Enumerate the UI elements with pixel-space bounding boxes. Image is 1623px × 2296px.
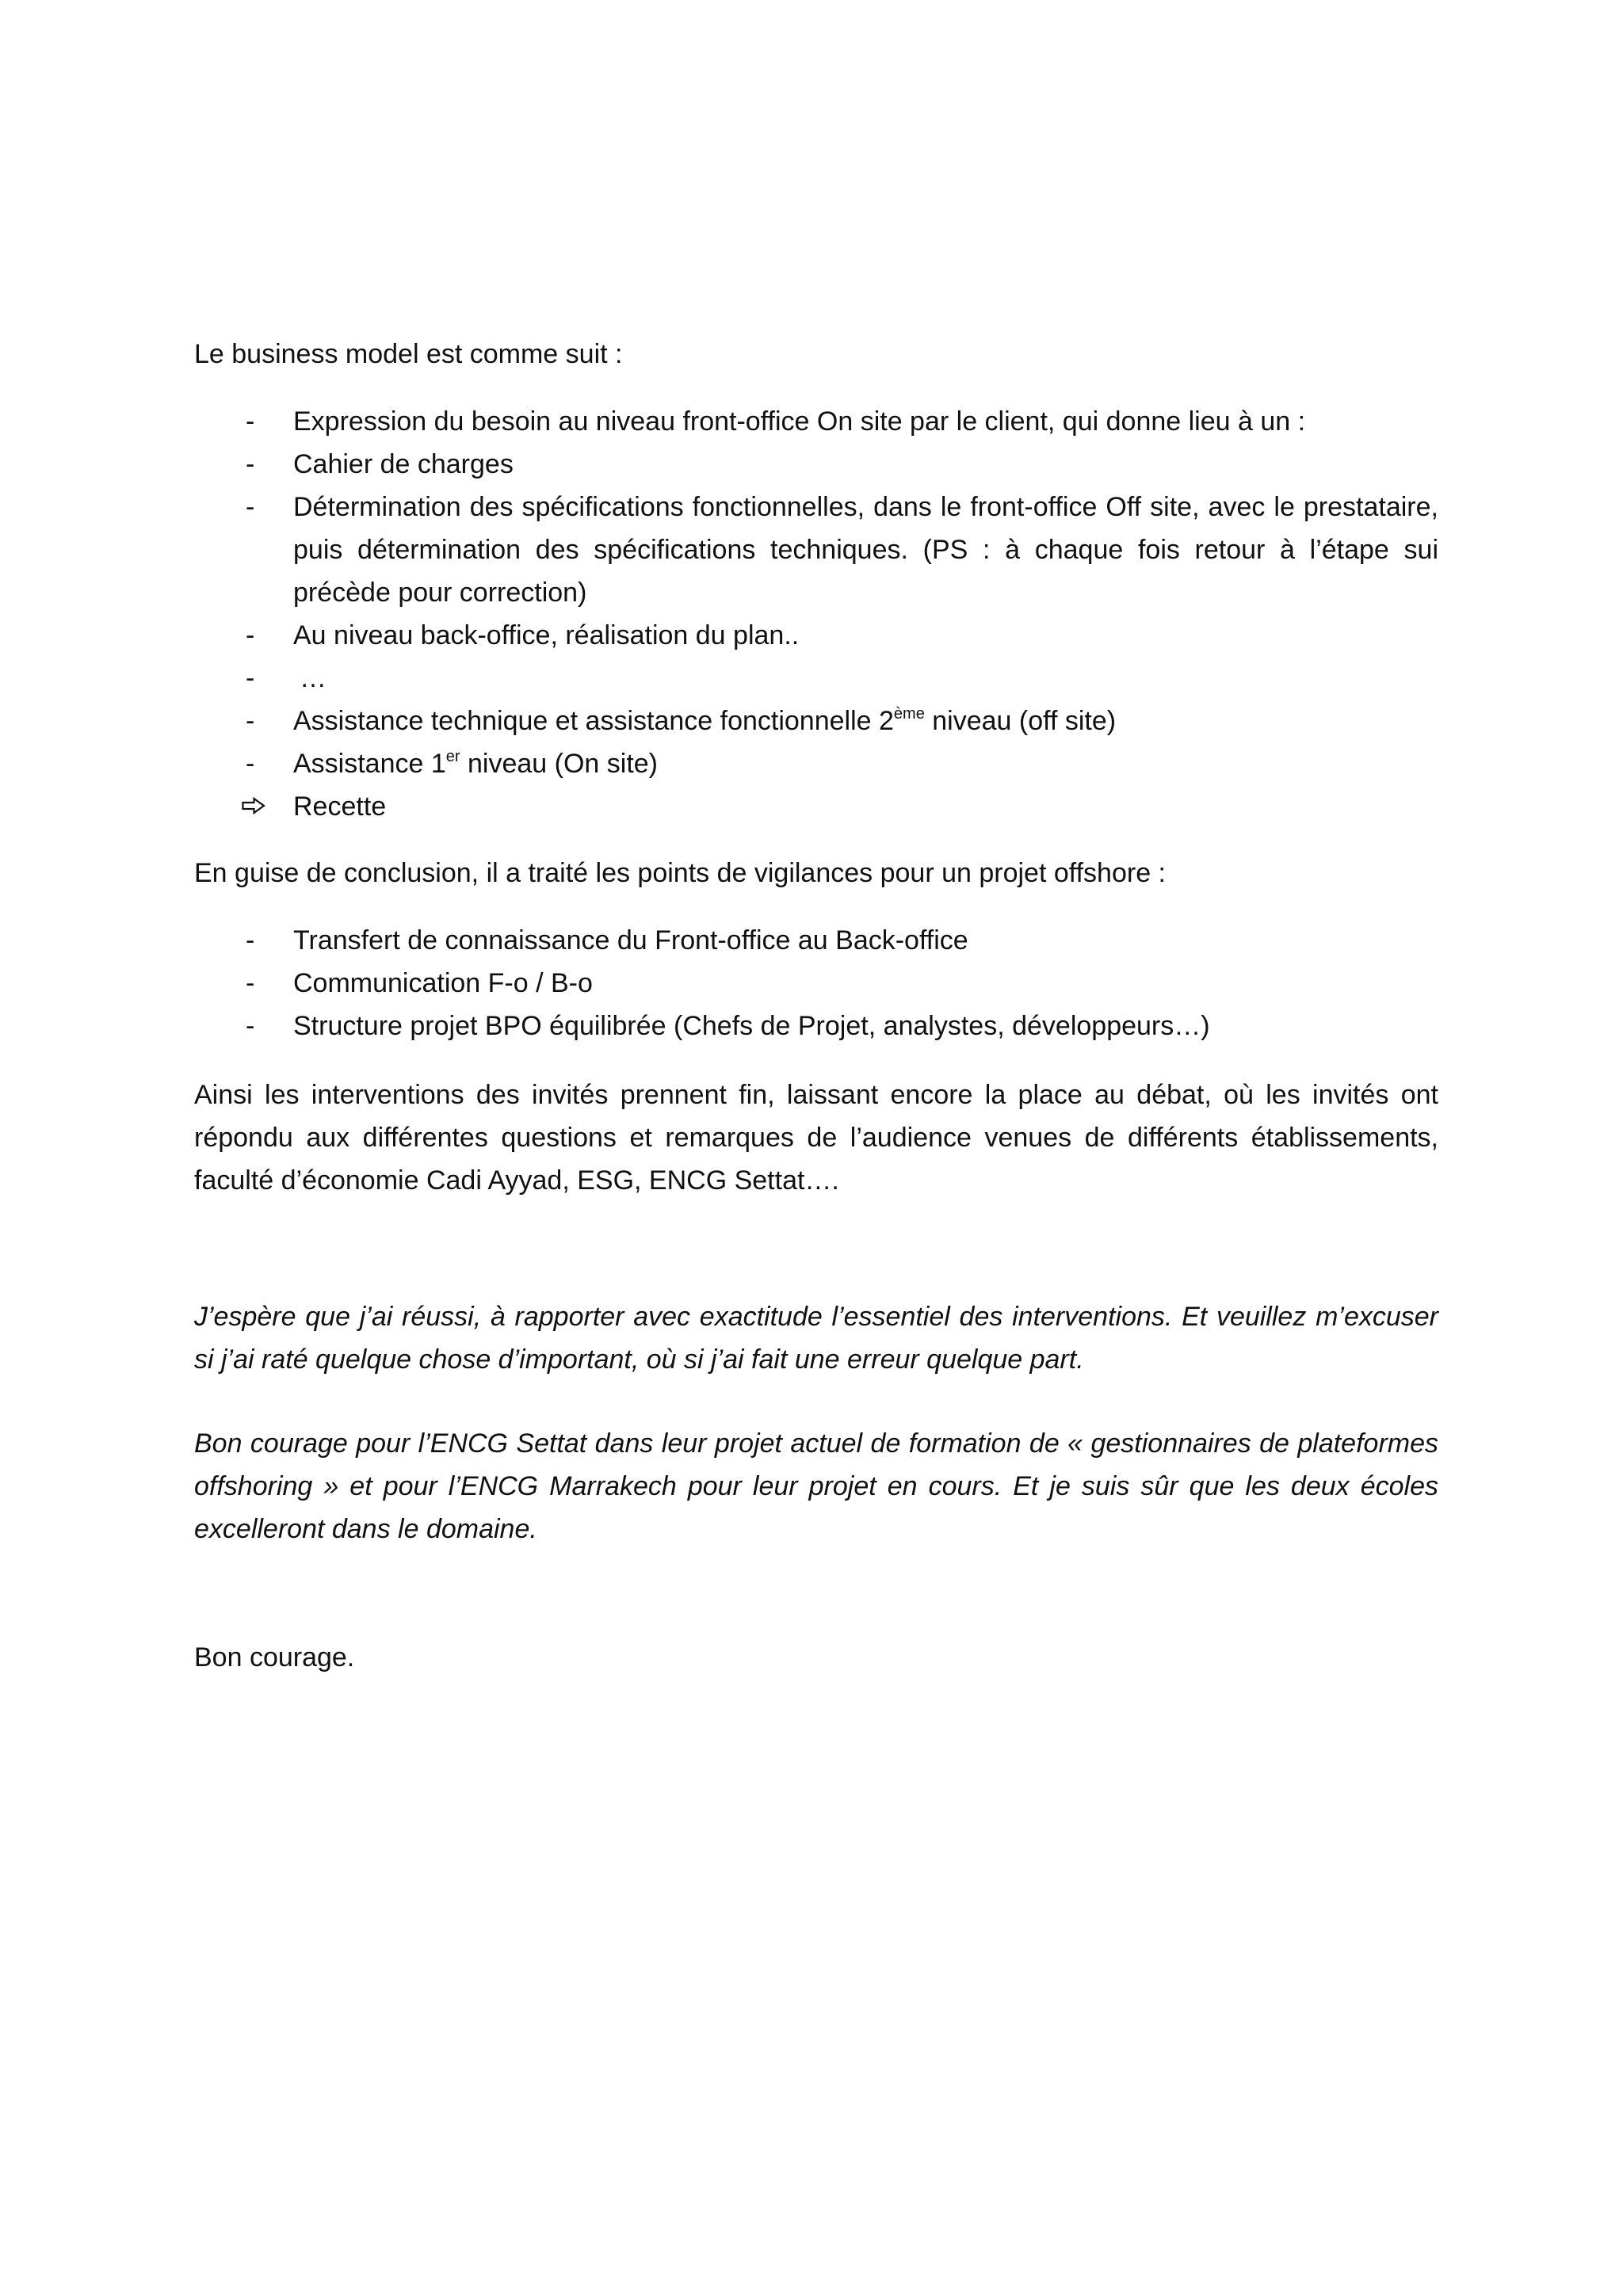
list-item-text: Recette	[293, 791, 387, 822]
dash-bullet: -	[246, 663, 255, 693]
list-item-text: Communication F-o / B-o	[293, 968, 593, 998]
list-item	[194, 400, 1438, 443]
text-before-superscript: Assistance technique et assistance fonctionnelle 2	[293, 706, 894, 736]
business-model-intro: Le business model est comme suit :	[194, 339, 623, 369]
list-item	[194, 443, 1438, 486]
vigilance-points-list	[194, 919, 1438, 1047]
list-item-text: Expression du besoin au niveau front-office On site par le client, qui donne lieu à un :	[293, 406, 1306, 437]
list-item	[194, 919, 1438, 962]
dash-bullet: -	[246, 749, 255, 779]
list-item-text	[293, 749, 658, 779]
closing-paragraph: Ainsi les interventions des invités prennent fin, laissant encore la place au débat, où les invités ont répondu aux différentes questions et remarques de l’audience venues de différents établissements, faculté d’économie Cadi Ayyad, ESG, ENCG Settat….	[194, 1080, 1438, 1196]
list-item-text: Structure projet BPO équilibrée (Chefs de Projet, analystes, développeurs…)	[293, 1011, 1210, 1041]
regards-paragraph: J’espère que j’ai réussi, à rapporter avec exactitude l’essentiel des interventions. Et veuillez m’excuser si j’ai raté quelque chose d’important, où si j’ai fait une erreur quelque part.	[194, 1302, 1438, 1375]
list-item	[194, 486, 1438, 614]
list-item-text: Cahier de charges	[293, 449, 514, 479]
list-item-text: Transfert de connaissance du Front-office au Back-office	[293, 925, 968, 955]
list-item	[194, 742, 1438, 785]
dash-bullet: -	[246, 406, 255, 437]
dash-bullet: -	[246, 706, 255, 736]
list-item-text: …	[300, 663, 327, 693]
list-item	[194, 1005, 1438, 1047]
dash-bullet: -	[246, 925, 255, 955]
list-item	[194, 657, 1438, 700]
signoff: Bon courage.	[194, 1642, 355, 1672]
list-item	[194, 614, 1438, 657]
dash-bullet: -	[246, 620, 255, 650]
list-item-text: Au niveau back-office, réalisation du plan..	[293, 620, 800, 650]
dash-bullet: -	[246, 1011, 255, 1041]
dash-bullet: -	[246, 449, 255, 479]
text-after-superscript: niveau (On site)	[460, 749, 659, 779]
ordinal-superscript: er	[445, 748, 460, 765]
business-model-steps	[194, 400, 1438, 828]
list-item	[194, 700, 1438, 742]
list-item-text: Détermination des spécifications fonctionnelles, dans le front-office Off site, avec le prestataire, puis détermination des spécifications techniques. (PS : à chaque fois retour à l’étape sui précède pour correction)	[293, 492, 1438, 608]
dash-bullet: -	[246, 968, 255, 998]
list-item-text	[293, 706, 1116, 736]
list-item	[194, 785, 1438, 828]
text-after-superscript: niveau (off site)	[924, 706, 1117, 736]
conclusion-intro: En guise de conclusion, il a traité les points de vigilances pour un projet offshore :	[194, 858, 1166, 888]
text-before-superscript: Assistance 1	[293, 749, 446, 779]
list-item	[194, 962, 1438, 1005]
encouragement-paragraph: Bon courage pour l’ENCG Settat dans leur projet actuel de formation de « gestionnaires de plateformes offshoring » et pour l’ENCG Marrakech pour leur projet en cours. Et je suis sûr que les deux écoles excelleront dans le domaine.	[194, 1428, 1438, 1544]
dash-bullet: -	[246, 492, 255, 522]
ordinal-superscript: ème	[893, 705, 925, 723]
